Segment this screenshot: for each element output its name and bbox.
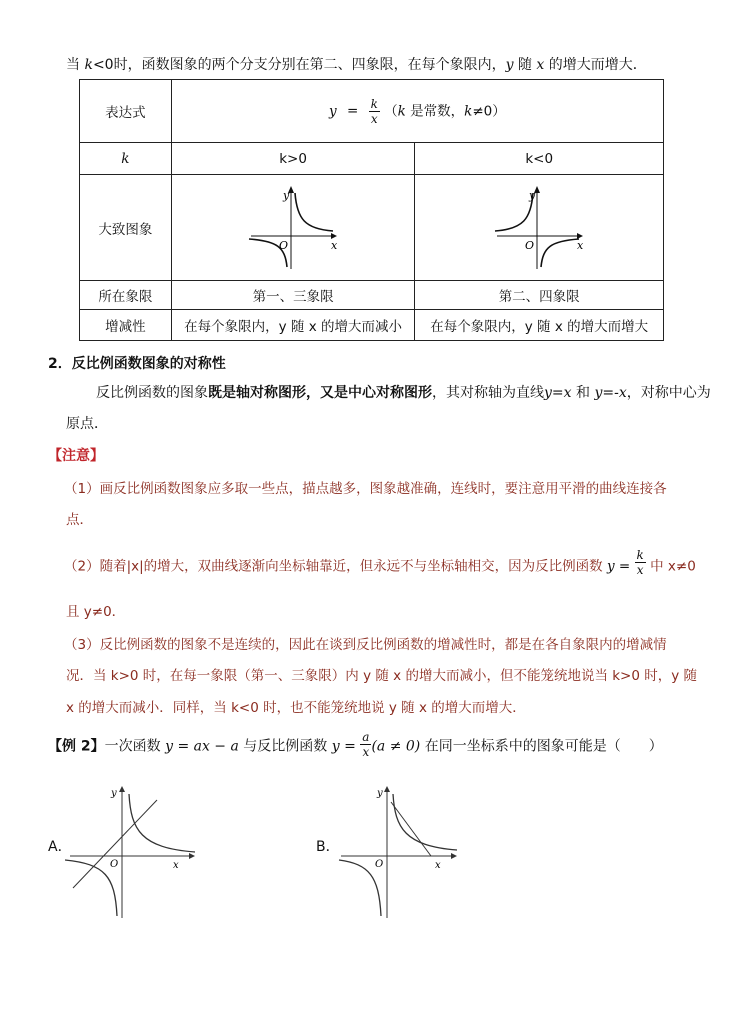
note-3-line3: x 的增大而减小．同样，当 k<0 时，也不能笼统地说 y 随 x 的增大而增大． (66, 700, 526, 716)
expr-fraction (369, 97, 380, 126)
intro-text-3: 随 (513, 57, 537, 73)
example-text-3: 在同一坐标系中的图象可能是（ ） (420, 738, 663, 755)
note-3-line1: （3）反比例函数的图象不是连续的，因此在谈到反比例函数的增减性时，都是在各自象限内的增减情 (64, 637, 667, 653)
intro-text-2: <0时，函数图象的两个分支分别在第二、四象限，在每个象限内， (92, 57, 506, 73)
expr-note-text: 是常数， (405, 103, 465, 119)
table-row-monotonicity (80, 310, 664, 341)
graph1-origin: O (279, 238, 289, 252)
intro-k: k (84, 57, 93, 73)
table-row-graph (80, 175, 664, 281)
option-b-graph (333, 780, 468, 920)
table-row-expression (80, 80, 664, 143)
expression-cell (171, 80, 663, 143)
expr-eq: = (346, 103, 359, 119)
graph2-y-label: y (529, 188, 536, 202)
graph2-x-label: x (577, 238, 584, 252)
label-quadrant: 所在象限 (80, 281, 172, 310)
note-2-line1 (64, 548, 696, 581)
example-inverse-y: y = (331, 738, 356, 755)
note-2-numerator: k (636, 548, 644, 562)
section2-text-2: ，其对称轴为直线 (432, 385, 544, 401)
k-positive: k>0 (171, 143, 415, 175)
graph2-origin: O (525, 238, 535, 252)
example-condition: (a ≠ 0) (371, 738, 421, 755)
expr-note-close: ≠0） (472, 103, 506, 119)
expr-denominator: x (370, 111, 378, 126)
section2-bold: 既是轴对称图形，又是中心对称图形 (208, 385, 432, 401)
mono-k-positive: 在每个象限内，y 随 x 的增大而减小 (171, 310, 415, 341)
expr-note-open: （ (384, 103, 398, 119)
example-denominator: x (362, 745, 370, 759)
k-negative: k<0 (415, 143, 664, 175)
mono-k-negative: 在每个象限内，y 随 x 的增大而增大 (415, 310, 664, 341)
note-2-condition: 中 x≠0 (650, 558, 696, 575)
option-b-y-label: y (377, 788, 383, 799)
graph-k-negative-cell (415, 175, 664, 281)
graph-k-positive-cell (171, 175, 415, 281)
section2-and: 和 (571, 385, 595, 401)
label-expression: 表达式 (80, 80, 172, 143)
example-text-2: 与反比例函数 (238, 738, 332, 755)
expr-note-k: k (397, 103, 406, 119)
quadrant-k-negative: 第二、四象限 (415, 281, 664, 310)
intro-line (66, 54, 647, 74)
expr-y: y (329, 103, 337, 119)
graph-k-negative (489, 181, 589, 271)
intro-y: y (505, 57, 514, 73)
note-3-line2: 况．当 k>0 时，在每一象限（第一、三象限）内 y 随 x 的增大而减小，但不能笼统地说当 k>0 时，y 随 (66, 668, 698, 684)
graph1-y-label: y (283, 188, 290, 202)
section2-body-line2: 原点． (66, 416, 108, 432)
option-a-graph (65, 780, 200, 920)
note-2-text: （2）随着|x|的增大，双曲线逐渐向坐标轴靠近，但永远不与坐标轴相交，因为反比例函数 (64, 558, 603, 575)
note-2-eq: = (618, 558, 631, 575)
section2-text-1: 反比例函数的图象 (96, 385, 208, 401)
option-b-x-label: x (435, 860, 441, 871)
example-2-line (48, 732, 663, 761)
properties-table (79, 79, 664, 341)
example-linear-function: y = ax − a (165, 738, 239, 755)
note-label: 【注意】 (48, 448, 104, 464)
section2-text-3: ，对称中心为 (626, 385, 711, 401)
option-a-origin: O (110, 859, 119, 870)
intro-x: x (536, 57, 545, 73)
section2-body-line1 (96, 382, 711, 402)
note-2-fraction (635, 548, 646, 577)
expr-note-k2: k (464, 103, 473, 119)
option-b-origin: O (375, 859, 384, 870)
label-monotonicity: 增减性 (80, 310, 172, 341)
option-a-label: A． (48, 839, 72, 855)
intro-text-1: 当 (66, 57, 85, 73)
example-text-1: 一次函数 (104, 738, 166, 755)
section2-line-y-neg-x: y=-x (594, 385, 627, 401)
note-1-line1: （1）画反比例函数图象应多取一些点，描点越多，图象越准确，连线时，要注意用平滑的曲线连接各 (64, 481, 667, 497)
quadrant-k-positive: 第一、三象限 (171, 281, 415, 310)
section2-line-yx: y=x (544, 385, 572, 401)
graph-k-positive (243, 181, 343, 271)
intro-text-4: 的增大而增大． (544, 57, 647, 73)
example-label: 【例 2】 (48, 738, 105, 755)
option-b-label: B． (316, 839, 340, 855)
label-graph: 大致图象 (80, 175, 172, 281)
expr-numerator: k (370, 96, 378, 111)
graph1-x-label: x (331, 238, 338, 252)
example-numerator: a (362, 730, 370, 744)
note-1-line2: 点． (66, 512, 93, 528)
table-row-k (80, 143, 664, 175)
section2-heading: 2．反比例函数图象的对称性 (48, 356, 226, 372)
example-fraction (360, 730, 371, 759)
note-2-y: y (606, 558, 615, 575)
option-a-x-label: x (173, 860, 179, 871)
option-a-y-label: y (111, 788, 117, 799)
table-row-quadrant (80, 281, 664, 310)
label-k: k (80, 143, 172, 175)
note-2-denominator: x (636, 563, 644, 577)
note-2-line2: 且 y≠0． (66, 604, 126, 620)
